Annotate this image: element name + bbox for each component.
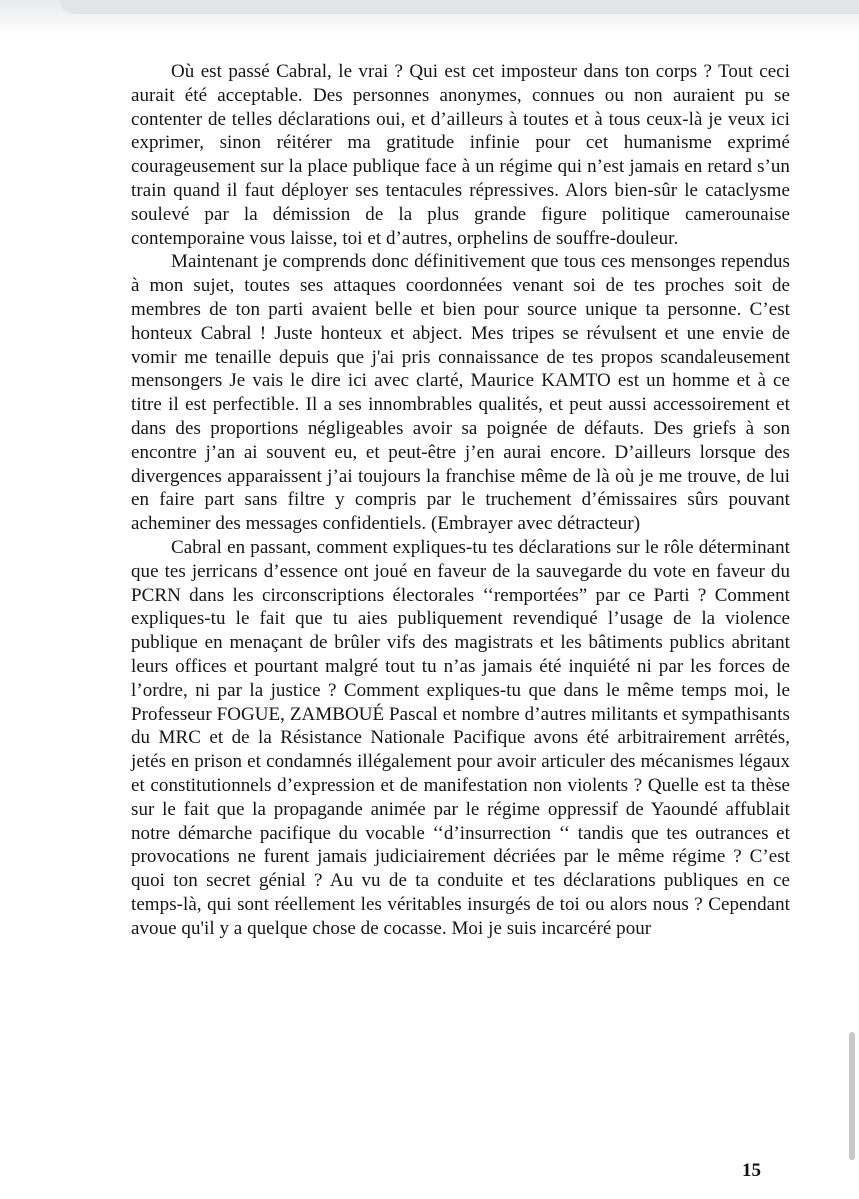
document-page (131, 60, 790, 940)
paragraph-2: Maintenant je comprends donc définitivement que tous ces mensonges rependus à mon sujet, toutes ses attaques coordonnées venant soi de tes proches soit de membres de ton parti avaient belle et bien pour source unique ta personne. C’est honteux Cabral ! Juste honteux et abject. Mes tripes se révulsent et une envie de vomir me tenaille depuis que j'ai pris connaissance de tes propos scandaleusement mensongers Je vais le dire ici avec clarté, Maurice KAMTO est un homme et à ce titre il est perfectible. Il a ses innombrables qualités, et peut aussi accessoirement et dans des proportions négligeables avoir sa poignée de défauts. Des griefs à son encontre j’an ai souvent eu, et peut-être j’en aurai encore. D’ailleurs lorsque des divergences apparaissent j’ai toujours la franchise même de là où je me trouve, de lui en faire part sans filtre y compris par le truchement d’émissaires sûrs pouvant acheminer des messages confidentiels. (Embrayer avec détracteur) (131, 251, 790, 535)
scrollbar-thumb[interactable] (849, 1032, 855, 1160)
scrollbar[interactable] (845, 36, 859, 1199)
page-number: 15 (742, 1160, 761, 1181)
paragraph-1: Où est passé Cabral, le vrai ? Qui est cet imposteur dans ton corps ? Tout ceci aurait été acceptable. Des personnes anonymes, connues ou non auraient pu se contenter de telles déclarations oui, et d’ailleurs à toutes et à tous ceux-là je veux ici exprimer, sinon réitérer ma gratitude infinie pour cet humanisme exprimé courageusement sur la place publique face à un régime qui n’est jamais en retard s’un train quand il faut déployer ses tentacules répressives. Alors bien-sûr le cataclysme soulevé par la démission de la plus grande figure politique camerounaise contemporaine vous laisse, toi et d’autres, orphelins de souffre-douleur. (131, 61, 790, 249)
top-bar-shade (0, 0, 859, 36)
paragraph-3: Cabral en passant, comment expliques-tu tes déclarations sur le rôle déterminant que tes jerricans d’essence ont joué en faveur de la sauvegarde du vote en faveur du PCRN dans les circonscriptions électorales ‘‘remportées” par ce Parti ? Comment expliques-tu le fait que tu aies publiquement revendiqué l’usage de la violence publique en menaçant de brûler vifs des magistrats et les bâtiments publics abritant leurs offices et pourtant malgré tout tu n’as jamais été inquiété ni par les forces de l’ordre, ni par la justice ? Comment expliques-tu que dans le même temps moi, le Professeur FOGUE, ZAMBOUÉ Pascal et nombre d’autres militants et sympathisants du MRC et de la Résistance Nationale Pacifique avons été arbitrairement arrêtés, jetés en prison et condamnés illégalement pour avoir articuler des mécanismes légaux et constitutionnels d’expression et de manifestation non violents ? Quelle est ta thèse sur le fait que la propagande animée par le régime oppressif de Yaoundé affublait notre démarche pacifique du vocable ‘‘d’insurrection ‘‘ tandis que tes outrances et provocations ne furent jamais judiciairement décriées par le même régime ? C’est quoi ton secret génial ? Au vu de ta conduite et tes déclarations publiques en ce temps-là, qui sont réellement les véritables insurgés de toi ou alors nous ? Cependant avoue qu'il y a quelque chose de cocasse. Moi je suis incarcéré pour (131, 536, 790, 939)
